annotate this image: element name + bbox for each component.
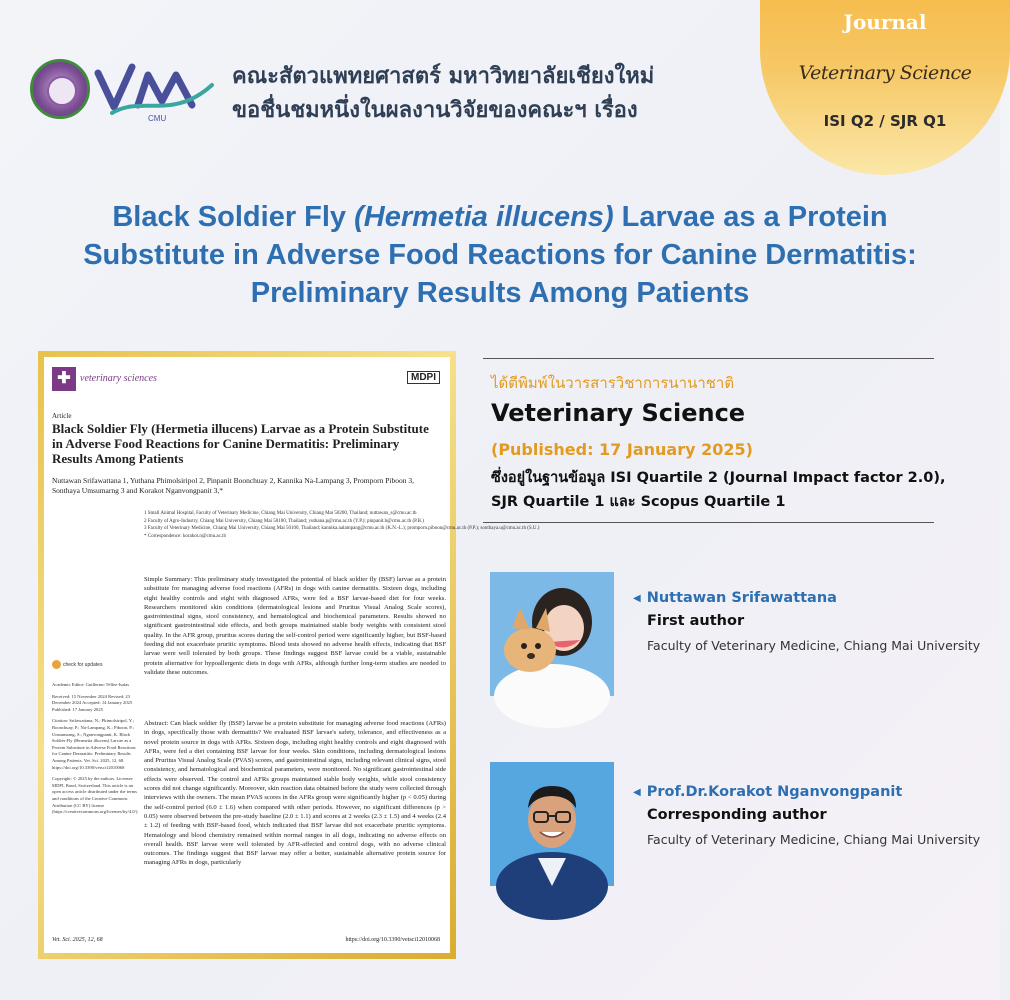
paper-side-info	[52, 682, 140, 821]
paper-citation: Citation: Srifawattana, N.; Phimolsiripol, Y.; Boonchuay, P.; Na-Lampang, K.; Piboon, P.; Umsumarng, S.; Nganvongpanit, K. Black Soldier Fly (Hermetia illucens) Larvae as a Protein Substitute in Adverse Food Reactions for Canine Dermatitis: Preliminary Results Among Patients. Vet. Sci. 2025, 12, 68. https://doi.org/10.3390/vetsci12010068	[52, 718, 136, 770]
research-title	[40, 198, 960, 312]
title-italic: (Hermetia illucens)	[354, 201, 614, 233]
author-role-first: First author	[647, 613, 745, 629]
cmu-seal-logo	[30, 59, 90, 119]
mdpi-logo: MDPI	[407, 371, 440, 384]
author-name-corresponding	[633, 784, 902, 800]
paper-footer-doi: https://doi.org/10.3390/vetsci12010068	[345, 937, 440, 943]
svg-text:CMU: CMU	[148, 114, 167, 123]
publication-journal: Veterinary Science	[491, 399, 746, 427]
paper-footer-citation: Vet. Sci. 2025, 12, 68	[52, 937, 103, 943]
triangle-left-icon: ◀	[633, 787, 641, 798]
divider-bottom	[483, 522, 934, 523]
paper-title: Black Soldier Fly (Hermetia illucens) Larvae as a Protein Substitute in Adverse Food Reactions for Canine Dermatitis: Preliminary Results Among Patients	[52, 421, 429, 466]
triangle-left-icon: ◀	[633, 593, 641, 604]
paper-simple-summary: Simple Summary: This preliminary study investigated the potential of black soldier fly (BSF) larvae as a protein substitute for managing adverse food reactions (AFRs) in dogs with canine dermatitis. Sixteen dogs, including eight healthy controls and eight with diagnosed AFRs, were fed a BSF larvae-based diet for four weeks. Researchers monitored skin conditions (dermatological lesions and Pruritus Visual Analog Scale scores), gastrointestinal signs, stool consistency, and hematological and biochemical parameters. Results showed no significant gastrointestinal side effects, and both groups maintained stable body weights with consistent stool quality. In the AFR group, pruritus scores during the self-control period were significantly higher, but BSF-based feeding did not exacerbate pruritic symptoms. Blood tests showed no adverse health effects, indicating that BSF larvae were well tolerated by both groups. These findings suggest BSF larvae could be a viable, sustainable protein alternative for hypoallergenic diets in dogs with AFRs, although further long-term studies are needed to validate these outcomes.	[144, 576, 446, 676]
paper-article-type: Article	[52, 412, 72, 420]
title-part-1: Black Soldier Fly	[112, 201, 355, 233]
check-updates-icon	[52, 660, 61, 669]
publication-label: ได้ตีพิมพ์ในวารสารวิชาการนานาชาติ	[491, 374, 735, 392]
author-name-text: Nuttawan Srifawattana	[646, 590, 837, 606]
divider-top	[483, 358, 934, 359]
woman-with-dog-photo-icon	[490, 572, 614, 696]
praise-line: ขอชื่นชมหนึ่งในผลงานวิจัยของคณะฯ เรื่อง	[232, 98, 638, 123]
paper-authors: Nuttawan Srifawattana 1, Yuthana Phimolsiripol 2, Pinpanit Boonchuay 2, Kannika Na-Lampang 3, Promporn Piboon 3, Sonthaya Umsumarng 3 and Korakot Nganvongpanit 3,*	[52, 476, 414, 495]
journal-badge	[760, 0, 1010, 175]
author-photo-first	[490, 572, 614, 696]
paper-affiliation: * Correspondence: korakot.n@cmu.ac.th	[144, 533, 226, 539]
paper-editor: Academic Editor: Guillermo Téllez-Isaías	[52, 682, 130, 687]
paper-affiliation: 3 Faculty of Veterinary Medicine, Chiang Mai University, Chiang Mai 50100, Thailand; kannika.nalampang@cmu.ac.th (K.N.-L.); promporn.piboon@cmu.ac.th (P.P.); sonthaya.u@cmu.ac.th (S.U.)	[144, 526, 540, 532]
author-role-corresponding: Corresponding author	[647, 807, 827, 823]
badge-journal-title: Veterinary Science	[798, 62, 972, 84]
paper-preview	[44, 357, 540, 953]
paper-journal-name: veterinary sciences	[80, 373, 157, 384]
paper-preview-frame	[38, 351, 540, 959]
author-name-text: Prof.Dr.Korakot Nganvongpanit	[646, 784, 903, 800]
paper-abstract: Abstract: Can black soldier fly (BSF) larvae be a protein substitute for managing adverse food reactions (AFRs) in dogs, specifically those with dermatitis? We evaluated BSF larvae's safety, tolerance, and effectiveness as a novel protein source in dogs with AFRs. Sixteen dogs, including eight healthy controls and eight diagnosed with AFRs, were fed a diet containing BSF larvae for four weeks. Skin conditions, including dermatological lesions and Pruritus Visual Analog Scale (PVAS) scores, and gastrointestinal signs, including relevant clinical signs, stool consistency, and hematological and biochemical parameters, were monitored. No significant gastrointestinal side effects were observed. The control and AFRs groups maintained stable body weights, while stool consistency scores did not change significantly. Moreover, skin reaction data obtained before the study were collected through interviews with the owners. The mean PVAS scores in the AFRs group were significantly higher (p < 0.05) during the self-control period (6.0 ± 1.6) when compared with other periods. However, no significant differences (p > 0.05) were observed between the pre-study baseline (2.0 ± 1.1) and scores at 2 weeks (2.3 ± 1.5) and 4 weeks (2.4 ± 1.2) of feeding with BSF-based food, which indicated that BSF larvae did not exacerbate pruritic symptoms. Hematology and blood chemistry remained within normal ranges in all dogs, indicating no adverse effects on overall health. BSF larvae were well tolerated by AFR-affected and control dogs, with no adverse clinical outcomes. The findings suggest that BSF larvae may offer a better, sustainable alternative protein source for managing AFRs in dogs, particularly	[144, 720, 446, 867]
author-affiliation-first: Faculty of Veterinary Medicine, Chiang Mai University	[647, 638, 981, 653]
publication-date: (Published: 17 January 2025)	[491, 440, 753, 459]
paper-affiliation: 1 Small Animal Hospital, Faculty of Veterinary Medicine, Chiang Mai University, Chiang Mai 50200, Thailand; nuttawan_s@cmu.ac.th	[144, 511, 417, 516]
badge-rank: ISI Q2 / SJR Q1	[823, 112, 947, 130]
author-name-first	[633, 590, 837, 606]
man-portrait-photo-icon	[490, 762, 614, 886]
paper-affiliation: 2 Faculty of Agro-Industry, Chiang Mai University, Chiang Mai 50100, Thailand; yuthana.p@cmu.ac.th (Y.P.); pinpanit.b@cmu.ac.th (P.B.)	[144, 518, 424, 524]
faculty-logos	[30, 55, 215, 125]
author-photo-corresponding	[490, 762, 614, 886]
journal-cross-icon: ✚	[52, 367, 76, 391]
publication-database-line-1: ซึ่งอยู่ในฐานข้อมูล ISI Quartile 2 (Journal Impact factor 2.0),	[491, 470, 946, 486]
paper-copyright: Copyright: © 2025 by the authors. Licensee MDPI, Basel, Switzerland. This article is an open access article distributed under the terms and conditions of the Creative Commons Attribution (CC BY) license (https://creativecommons.org/licenses/by/4.0/).	[52, 776, 139, 815]
faculty-name: คณะสัตวแพทยศาสตร์ มหาวิทยาลัยเชียงใหม่	[232, 64, 655, 89]
paper-dates: Received: 15 November 2024 Revised: 23 December 2024 Accepted: 14 January 2025 Published: 17 January 2025	[52, 693, 133, 712]
title-part-2: Larvae as a Protein Substitute in Adverse Food Reactions for Canine Dermatitis: Preliminary Results Among Patients	[83, 201, 917, 309]
vm-logo	[92, 55, 217, 125]
badge-kicker: Journal	[843, 10, 927, 34]
check-for-updates	[52, 660, 122, 669]
publication-database-line-2: SJR Quartile 1 และ Scopus Quartile 1	[491, 494, 786, 510]
author-affiliation-corresponding: Faculty of Veterinary Medicine, Chiang Mai University	[647, 832, 981, 847]
check-updates-label: check for updates	[63, 661, 103, 668]
paper-affiliations	[144, 510, 540, 540]
